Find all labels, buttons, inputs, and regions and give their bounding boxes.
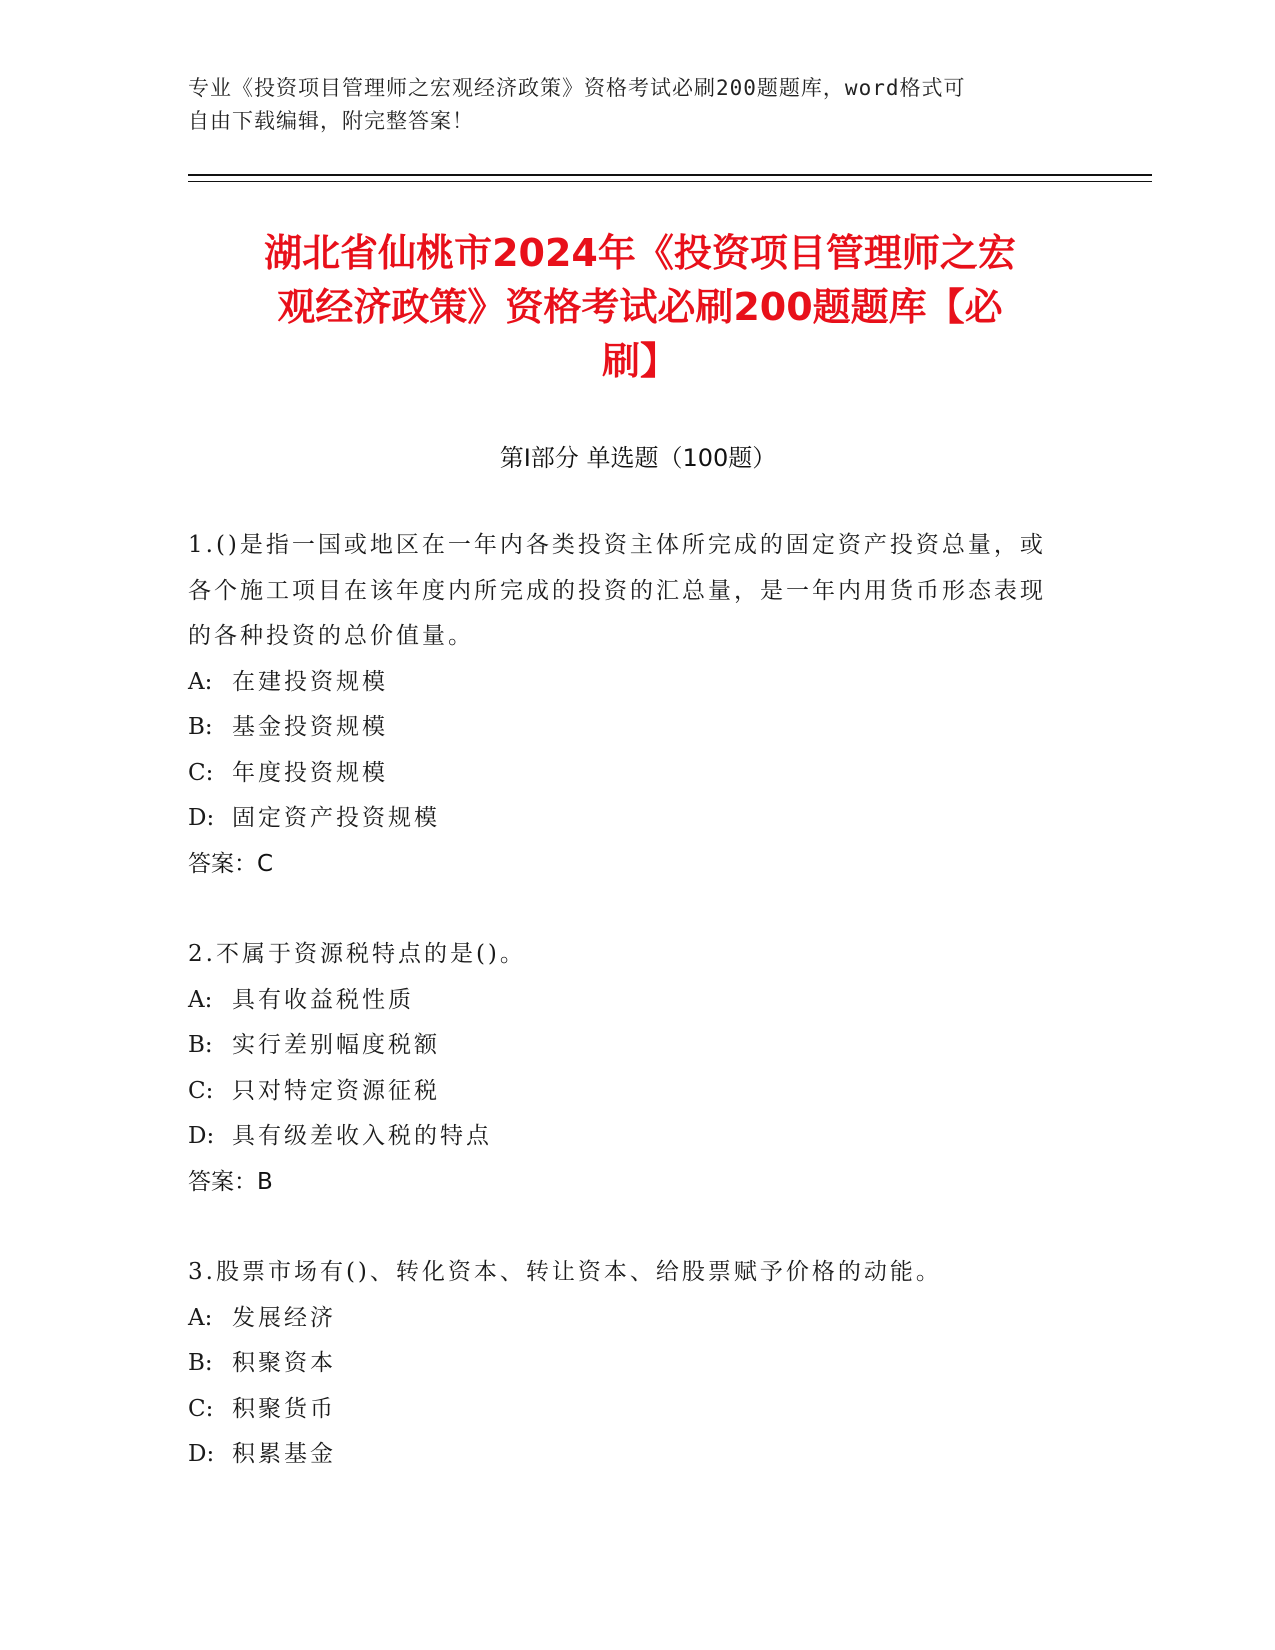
option-letter: B: [188, 1350, 213, 1376]
option-d [188, 796, 1068, 842]
question-3 [188, 1250, 1068, 1478]
option-text: 只对特定资源征税 [232, 1077, 440, 1104]
option-b [188, 1023, 1068, 1069]
option-text: 具有收益税性质 [232, 986, 414, 1013]
answer-line: 答案：C [188, 850, 274, 877]
option-letter: A: [188, 668, 213, 695]
option-text: 年度投资规模 [232, 759, 388, 786]
option-text: 基金投资规模 [232, 714, 388, 740]
document-header-note [188, 72, 1068, 138]
section-heading: 第Ⅰ部分 单选题（100题） [499, 444, 777, 472]
option-letter: C: [188, 1077, 214, 1104]
header-note-line-2: 自由下载编辑，附完整答案！ [188, 109, 474, 133]
question-2 [188, 932, 1068, 1205]
option-text: 积聚资本 [232, 1350, 336, 1376]
question-list [188, 523, 1068, 1523]
option-letter: B: [188, 1032, 213, 1058]
option-b [188, 705, 1068, 751]
option-letter: D: [188, 1123, 215, 1149]
option-a [188, 1296, 1068, 1342]
option-c [188, 1069, 1068, 1115]
option-c [188, 751, 1068, 797]
option-letter: C: [188, 759, 214, 786]
option-d [188, 1114, 1068, 1160]
document-title [170, 226, 1110, 388]
question-stem: 2.不属于资源税特点的是()。 [188, 941, 526, 967]
option-letter: A: [188, 986, 213, 1013]
option-text: 积聚货币 [232, 1395, 336, 1422]
option-text: 发展经济 [232, 1304, 336, 1331]
option-text: 固定资产投资规模 [232, 805, 440, 831]
header-divider-thick [188, 174, 1152, 176]
title-line-3: 刷】 [601, 339, 678, 383]
question-1 [188, 523, 1068, 887]
option-text: 积累基金 [232, 1441, 336, 1467]
option-text: 实行差别幅度税额 [232, 1032, 440, 1058]
option-letter: B: [188, 714, 213, 740]
option-letter: A: [188, 1304, 213, 1331]
question-stem: 1.()是指一国或地区在一年内各类投资主体所完成的固定资产投资总量，或各个施工项目在该年度内所完成的投资的汇总量，是一年内用货币形态表现的各种投资的总价值量。 [188, 532, 1046, 649]
option-letter: D: [188, 1441, 215, 1467]
question-stem: 3.股票市场有()、转化资本、转让资本、给股票赋予价格的动能。 [188, 1259, 942, 1285]
option-text: 在建投资规模 [232, 668, 388, 695]
option-letter: C: [188, 1395, 214, 1422]
option-letter: D: [188, 805, 215, 831]
header-divider-thin [188, 181, 1152, 182]
header-note-line-1: 专业《投资项目管理师之宏观经济政策》资格考试必刷200题题库，word格式可 [188, 76, 966, 100]
title-line-2: 观经济政策》资格考试必刷200题题库【必 [277, 285, 1003, 329]
option-d [188, 1432, 1068, 1478]
option-a [188, 978, 1068, 1024]
answer-line: 答案：B [188, 1168, 273, 1195]
option-c [188, 1387, 1068, 1433]
option-b [188, 1341, 1068, 1387]
title-line-1: 湖北省仙桃市2024年《投资项目管理师之宏 [264, 231, 1016, 275]
option-a [188, 660, 1068, 706]
option-text: 具有级差收入税的特点 [232, 1123, 492, 1149]
